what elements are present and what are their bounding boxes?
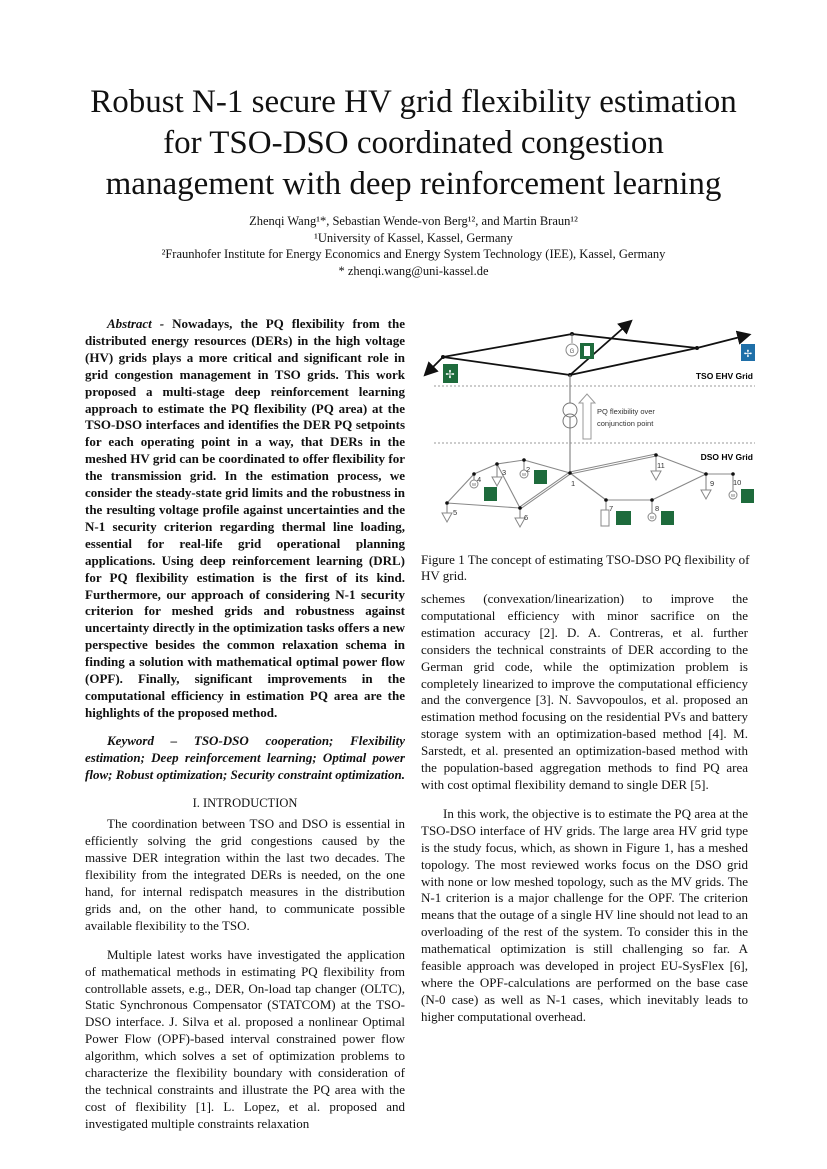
paragraph: Multiple latest works have investigated the application of mathematical methods in estimating PQ flexibility from controllable assets, e.g., DER, On-load tap changer (OLTC), Static Synchronous Compensator (STATCOM) at the TSO-DSO interface. J. Silva et al. proposed a nonlinear Optimal Power Flow (OPF)-based interval constrained power flow algorithm, which solves a set of optimization problems to characterize the flexibility boundary with consideration of the technical constraints and illustrate the PQ area with the cost of flexibility [1]. L. Lopez, et al. proposed and investigated multiple constraints relaxation	[85, 946, 405, 1131]
abstract-text: Nowadays, the PQ flexibility from the distributed energy resources (DERs) in the high voltage (HV) grids plays a more critical and significant role in grid congestion management in TSO grids. This work proposed a multi-stage deep reinforcement learning approach to estimate the PQ flexibility (PQ area) at the TSO-DSO interfaces and identifies the DER PQ setpoints for each operating point in a way, that DERs in the meshed HV grid can be coordinated to offer flexibility for the transmission grid. In the estimation process, we consider the steady-state grid limits and the robustness in the resulting voltage profile against uncertainties and the N-1 security criterion regarding thermal line loading, essential for real-life grid operational planning applications. Using deep reinforcement learning (DRL) for PQ flexibility estimation is the first of its kind. Furthermore, our approach of considering N-1 security criterion for meshed grids and robustness against uncertainty directly in the optimization tasks offers a new perspective besides the common relaxation schema in finding a solution with mathematical optimal power flow (OPF). Finally, significant improvements in the computational efficiency in estimation PQ area are the highlights of the proposed method.	[85, 316, 405, 720]
abstract	[85, 316, 405, 722]
title-line: Robust N-1 secure HV grid flexibility estimation	[90, 84, 737, 120]
svg-text:9: 9	[710, 479, 715, 488]
title-line: management with deep reinforcement learning	[105, 166, 722, 202]
title-line: for TSO-DSO coordinated congestion	[163, 125, 664, 161]
transformer-icon	[563, 403, 577, 417]
figure-caption: Figure 1 The concept of estimating TSO-DSO PQ flexibility of HV grid.	[421, 552, 750, 583]
paragraph: schemes (convexation/linearization) to improve the computational efficiency with minor sacrifice on the estimation accuracy [2]. D. A. Contreras, et al. further considers the technical constraints of DER according to the German grid code, while the optimization problem is completely linearized to improve the computational efficiency and the convergence [3]. N. Savvopoulos, et al. proposed an estimation method focusing on the residential PVs and battery storage system with an optimization-based method [4]. M. Sarstedt, et al. presented an optimization-based method with the population-based aggregation methods to find PQ area with cost optimal flexibility demand to single DER [5].	[421, 591, 748, 792]
svg-text:10: 10	[733, 478, 742, 487]
arrow-text: PQ flexibility over	[597, 407, 655, 416]
svg-text:W: W	[471, 482, 477, 487]
right-column	[421, 591, 748, 1026]
abstract-label: Abstract -	[107, 316, 165, 331]
svg-text:G: G	[569, 349, 575, 355]
paragraph: The coordination between TSO and DSO is essential in efficiently solving the grid congestions caused by the massive DER integration within the last two decades. The flexibility from the integrated DERs is needed, on the one hand, for internal redispatch measures in the distribution grids and, on the other hand, to communicate possible available flexibility to the TSO.	[85, 816, 405, 933]
arrow-text: conjunction point	[597, 419, 654, 428]
svg-text:8: 8	[655, 504, 660, 513]
author-names: Zhenqi Wang¹*, Sebastian Wende-von Berg¹², and Martin Braun¹²	[249, 214, 578, 228]
svg-text:2: 2	[526, 465, 531, 474]
svg-text:4: 4	[477, 475, 482, 484]
arrow-up-icon	[579, 394, 595, 439]
svg-text:W: W	[730, 493, 736, 498]
tso-label: TSO EHV Grid	[695, 371, 753, 381]
svg-text:5: 5	[453, 508, 458, 517]
affiliation-2: ²Fraunhofer Institute for Energy Economics and Energy System Technology (IEE), Kassel, Germany	[161, 247, 666, 261]
hv-lines	[447, 455, 733, 518]
keywords: Keyword – TSO-DSO cooperation; Flexibility estimation; Deep reinforcement learning; Optimal power flow; Robust optimization; Security constraint optimization.	[85, 732, 405, 782]
section-heading: I. INTRODUCTION	[192, 796, 298, 811]
svg-text:1: 1	[571, 479, 576, 488]
paragraph: In this work, the objective is to estimate the PQ area at the TSO-DSO interface of HV grids. The large area HV grid type is the study focus, which, as shown in Figure 1, has a meshed topology. The most reviewed works focus on the DSO grid with none or low meshed topology, such as the MV grids. The N-1 criterion is a major challenge for the OPF. The criterion means that the outage of a single HV line should not lead to an overloading of the rest of the system. To consider this in the mathematical optimization is still challenging so far. A feasible approach was developed in project EU-SysFlex [6], where the OPF-calculations are performed on the base case (N-0 case) as well as N-1 cases, which inevitably leads to higher computational overhead.	[421, 805, 748, 1024]
svg-text:11: 11	[657, 461, 665, 470]
svg-text:✢: ✢	[445, 369, 455, 381]
svg-text:3: 3	[502, 468, 507, 477]
figure-grid-diagram	[420, 315, 780, 585]
author-block	[100, 213, 727, 279]
dso-label: DSO HV Grid	[700, 452, 753, 462]
affiliation-1: ¹University of Kassel, Kassel, Germany	[314, 230, 513, 245]
svg-text:6: 6	[524, 513, 529, 522]
paper-title	[60, 82, 767, 205]
svg-text:7: 7	[609, 504, 614, 513]
author-email: * zhenqi.wang@uni-kassel.de	[338, 263, 489, 278]
svg-text:✢: ✢	[743, 349, 753, 360]
svg-text:W: W	[521, 472, 527, 477]
svg-text:W: W	[649, 515, 655, 520]
left-column	[85, 316, 405, 1133]
